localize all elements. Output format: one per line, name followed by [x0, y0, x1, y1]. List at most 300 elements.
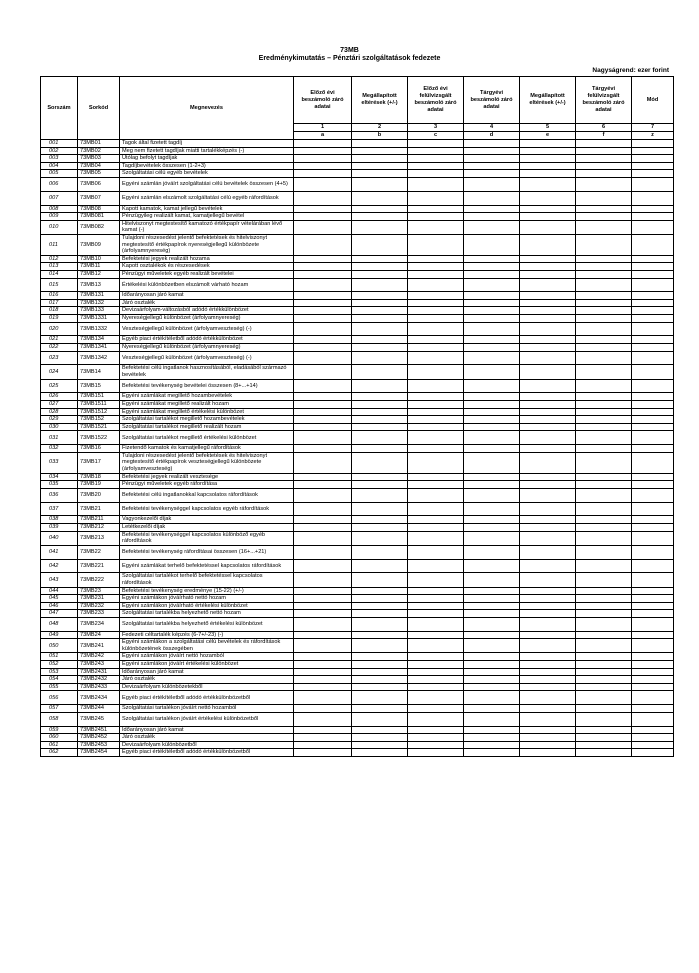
value-cell-5[interactable] [520, 587, 576, 595]
value-cell-4[interactable] [464, 617, 520, 631]
value-cell-6[interactable] [576, 445, 632, 453]
value-cell-7[interactable] [632, 502, 674, 516]
value-cell-3[interactable] [408, 315, 464, 323]
value-cell-5[interactable] [520, 573, 576, 587]
value-cell-1[interactable] [294, 559, 352, 573]
value-cell-4[interactable] [464, 344, 520, 352]
value-cell-6[interactable] [576, 170, 632, 178]
value-cell-2[interactable] [352, 213, 408, 221]
value-cell-3[interactable] [408, 416, 464, 424]
value-cell-4[interactable] [464, 170, 520, 178]
value-cell-3[interactable] [408, 423, 464, 431]
value-cell-4[interactable] [464, 502, 520, 516]
value-cell-2[interactable] [352, 379, 408, 393]
value-cell-1[interactable] [294, 140, 352, 148]
value-cell-1[interactable] [294, 488, 352, 502]
value-cell-7[interactable] [632, 691, 674, 705]
value-cell-2[interactable] [352, 617, 408, 631]
value-cell-5[interactable] [520, 734, 576, 742]
value-cell-6[interactable] [576, 322, 632, 336]
value-cell-2[interactable] [352, 155, 408, 163]
value-cell-1[interactable] [294, 573, 352, 587]
value-cell-6[interactable] [576, 263, 632, 271]
value-cell-6[interactable] [576, 270, 632, 278]
value-cell-7[interactable] [632, 140, 674, 148]
value-cell-3[interactable] [408, 705, 464, 713]
value-cell-3[interactable] [408, 661, 464, 669]
value-cell-3[interactable] [408, 639, 464, 653]
value-cell-4[interactable] [464, 661, 520, 669]
value-cell-4[interactable] [464, 351, 520, 365]
value-cell-1[interactable] [294, 481, 352, 489]
value-cell-1[interactable] [294, 177, 352, 191]
value-cell-3[interactable] [408, 712, 464, 726]
value-cell-4[interactable] [464, 610, 520, 618]
value-cell-7[interactable] [632, 205, 674, 213]
value-cell-3[interactable] [408, 631, 464, 639]
value-cell-7[interactable] [632, 531, 674, 545]
value-cell-5[interactable] [520, 523, 576, 531]
value-cell-2[interactable] [352, 445, 408, 453]
value-cell-2[interactable] [352, 587, 408, 595]
value-cell-2[interactable] [352, 191, 408, 205]
value-cell-4[interactable] [464, 573, 520, 587]
value-cell-2[interactable] [352, 531, 408, 545]
value-cell-3[interactable] [408, 691, 464, 705]
value-cell-7[interactable] [632, 270, 674, 278]
value-cell-7[interactable] [632, 741, 674, 749]
value-cell-6[interactable] [576, 705, 632, 713]
value-cell-5[interactable] [520, 559, 576, 573]
value-cell-4[interactable] [464, 734, 520, 742]
value-cell-1[interactable] [294, 683, 352, 691]
value-cell-1[interactable] [294, 473, 352, 481]
value-cell-7[interactable] [632, 452, 674, 473]
value-cell-1[interactable] [294, 545, 352, 559]
value-cell-1[interactable] [294, 278, 352, 292]
value-cell-6[interactable] [576, 315, 632, 323]
value-cell-3[interactable] [408, 734, 464, 742]
value-cell-1[interactable] [294, 431, 352, 445]
value-cell-7[interactable] [632, 639, 674, 653]
value-cell-4[interactable] [464, 749, 520, 757]
value-cell-2[interactable] [352, 516, 408, 524]
value-cell-4[interactable] [464, 278, 520, 292]
value-cell-5[interactable] [520, 351, 576, 365]
value-cell-4[interactable] [464, 423, 520, 431]
value-cell-4[interactable] [464, 726, 520, 734]
value-cell-1[interactable] [294, 691, 352, 705]
value-cell-1[interactable] [294, 445, 352, 453]
value-cell-4[interactable] [464, 668, 520, 676]
value-cell-7[interactable] [632, 408, 674, 416]
value-cell-2[interactable] [352, 545, 408, 559]
value-cell-5[interactable] [520, 408, 576, 416]
value-cell-4[interactable] [464, 559, 520, 573]
value-cell-1[interactable] [294, 155, 352, 163]
value-cell-1[interactable] [294, 170, 352, 178]
value-cell-3[interactable] [408, 255, 464, 263]
value-cell-7[interactable] [632, 573, 674, 587]
value-cell-1[interactable] [294, 587, 352, 595]
value-cell-6[interactable] [576, 516, 632, 524]
value-cell-7[interactable] [632, 278, 674, 292]
value-cell-3[interactable] [408, 653, 464, 661]
value-cell-4[interactable] [464, 602, 520, 610]
value-cell-7[interactable] [632, 473, 674, 481]
value-cell-5[interactable] [520, 162, 576, 170]
value-cell-2[interactable] [352, 307, 408, 315]
value-cell-1[interactable] [294, 531, 352, 545]
value-cell-3[interactable] [408, 445, 464, 453]
value-cell-4[interactable] [464, 234, 520, 255]
value-cell-2[interactable] [352, 416, 408, 424]
value-cell-3[interactable] [408, 322, 464, 336]
value-cell-6[interactable] [576, 691, 632, 705]
value-cell-7[interactable] [632, 587, 674, 595]
value-cell-6[interactable] [576, 162, 632, 170]
value-cell-7[interactable] [632, 423, 674, 431]
value-cell-6[interactable] [576, 545, 632, 559]
value-cell-6[interactable] [576, 631, 632, 639]
value-cell-3[interactable] [408, 668, 464, 676]
value-cell-6[interactable] [576, 741, 632, 749]
value-cell-7[interactable] [632, 213, 674, 221]
value-cell-6[interactable] [576, 610, 632, 618]
value-cell-5[interactable] [520, 220, 576, 234]
value-cell-7[interactable] [632, 661, 674, 669]
value-cell-2[interactable] [352, 741, 408, 749]
value-cell-5[interactable] [520, 602, 576, 610]
value-cell-7[interactable] [632, 602, 674, 610]
value-cell-7[interactable] [632, 336, 674, 344]
value-cell-1[interactable] [294, 595, 352, 603]
value-cell-6[interactable] [576, 408, 632, 416]
value-cell-6[interactable] [576, 602, 632, 610]
value-cell-3[interactable] [408, 292, 464, 300]
value-cell-7[interactable] [632, 523, 674, 531]
value-cell-6[interactable] [576, 191, 632, 205]
value-cell-3[interactable] [408, 741, 464, 749]
value-cell-7[interactable] [632, 683, 674, 691]
value-cell-4[interactable] [464, 741, 520, 749]
value-cell-4[interactable] [464, 263, 520, 271]
value-cell-5[interactable] [520, 213, 576, 221]
value-cell-1[interactable] [294, 516, 352, 524]
value-cell-1[interactable] [294, 307, 352, 315]
value-cell-5[interactable] [520, 170, 576, 178]
value-cell-7[interactable] [632, 170, 674, 178]
value-cell-5[interactable] [520, 255, 576, 263]
value-cell-4[interactable] [464, 365, 520, 379]
value-cell-6[interactable] [576, 481, 632, 489]
value-cell-4[interactable] [464, 270, 520, 278]
value-cell-1[interactable] [294, 147, 352, 155]
value-cell-4[interactable] [464, 220, 520, 234]
value-cell-6[interactable] [576, 639, 632, 653]
value-cell-3[interactable] [408, 602, 464, 610]
value-cell-1[interactable] [294, 401, 352, 409]
value-cell-4[interactable] [464, 531, 520, 545]
value-cell-2[interactable] [352, 393, 408, 401]
value-cell-6[interactable] [576, 749, 632, 757]
value-cell-2[interactable] [352, 452, 408, 473]
value-cell-7[interactable] [632, 631, 674, 639]
value-cell-2[interactable] [352, 401, 408, 409]
value-cell-5[interactable] [520, 299, 576, 307]
value-cell-1[interactable] [294, 393, 352, 401]
value-cell-6[interactable] [576, 278, 632, 292]
value-cell-2[interactable] [352, 602, 408, 610]
value-cell-7[interactable] [632, 344, 674, 352]
value-cell-1[interactable] [294, 610, 352, 618]
value-cell-6[interactable] [576, 661, 632, 669]
value-cell-7[interactable] [632, 705, 674, 713]
value-cell-3[interactable] [408, 220, 464, 234]
value-cell-4[interactable] [464, 452, 520, 473]
value-cell-7[interactable] [632, 610, 674, 618]
value-cell-5[interactable] [520, 452, 576, 473]
value-cell-3[interactable] [408, 502, 464, 516]
value-cell-5[interactable] [520, 155, 576, 163]
value-cell-7[interactable] [632, 365, 674, 379]
value-cell-2[interactable] [352, 292, 408, 300]
value-cell-6[interactable] [576, 668, 632, 676]
value-cell-4[interactable] [464, 631, 520, 639]
value-cell-4[interactable] [464, 336, 520, 344]
value-cell-2[interactable] [352, 712, 408, 726]
value-cell-7[interactable] [632, 726, 674, 734]
value-cell-5[interactable] [520, 683, 576, 691]
value-cell-1[interactable] [294, 408, 352, 416]
value-cell-5[interactable] [520, 292, 576, 300]
value-cell-6[interactable] [576, 336, 632, 344]
value-cell-2[interactable] [352, 365, 408, 379]
value-cell-1[interactable] [294, 270, 352, 278]
value-cell-6[interactable] [576, 255, 632, 263]
value-cell-2[interactable] [352, 431, 408, 445]
value-cell-2[interactable] [352, 705, 408, 713]
value-cell-7[interactable] [632, 516, 674, 524]
value-cell-4[interactable] [464, 639, 520, 653]
value-cell-4[interactable] [464, 401, 520, 409]
value-cell-7[interactable] [632, 162, 674, 170]
value-cell-4[interactable] [464, 473, 520, 481]
value-cell-7[interactable] [632, 749, 674, 757]
value-cell-5[interactable] [520, 631, 576, 639]
value-cell-3[interactable] [408, 676, 464, 684]
value-cell-2[interactable] [352, 573, 408, 587]
value-cell-1[interactable] [294, 191, 352, 205]
value-cell-6[interactable] [576, 523, 632, 531]
value-cell-5[interactable] [520, 431, 576, 445]
value-cell-5[interactable] [520, 445, 576, 453]
value-cell-1[interactable] [294, 734, 352, 742]
value-cell-1[interactable] [294, 322, 352, 336]
value-cell-3[interactable] [408, 452, 464, 473]
value-cell-7[interactable] [632, 315, 674, 323]
value-cell-4[interactable] [464, 393, 520, 401]
value-cell-3[interactable] [408, 379, 464, 393]
value-cell-3[interactable] [408, 749, 464, 757]
value-cell-2[interactable] [352, 653, 408, 661]
value-cell-3[interactable] [408, 408, 464, 416]
value-cell-1[interactable] [294, 749, 352, 757]
value-cell-1[interactable] [294, 416, 352, 424]
value-cell-3[interactable] [408, 595, 464, 603]
value-cell-6[interactable] [576, 587, 632, 595]
value-cell-5[interactable] [520, 401, 576, 409]
value-cell-3[interactable] [408, 191, 464, 205]
value-cell-3[interactable] [408, 683, 464, 691]
value-cell-1[interactable] [294, 234, 352, 255]
value-cell-5[interactable] [520, 488, 576, 502]
value-cell-2[interactable] [352, 255, 408, 263]
value-cell-3[interactable] [408, 147, 464, 155]
value-cell-4[interactable] [464, 523, 520, 531]
value-cell-2[interactable] [352, 683, 408, 691]
value-cell-2[interactable] [352, 147, 408, 155]
value-cell-1[interactable] [294, 423, 352, 431]
value-cell-7[interactable] [632, 322, 674, 336]
value-cell-6[interactable] [576, 155, 632, 163]
value-cell-2[interactable] [352, 523, 408, 531]
value-cell-7[interactable] [632, 220, 674, 234]
value-cell-6[interactable] [576, 213, 632, 221]
value-cell-3[interactable] [408, 344, 464, 352]
value-cell-7[interactable] [632, 401, 674, 409]
value-cell-3[interactable] [408, 205, 464, 213]
value-cell-6[interactable] [576, 473, 632, 481]
value-cell-2[interactable] [352, 668, 408, 676]
value-cell-1[interactable] [294, 502, 352, 516]
value-cell-3[interactable] [408, 155, 464, 163]
value-cell-2[interactable] [352, 502, 408, 516]
value-cell-1[interactable] [294, 263, 352, 271]
value-cell-3[interactable] [408, 516, 464, 524]
value-cell-1[interactable] [294, 162, 352, 170]
value-cell-2[interactable] [352, 322, 408, 336]
value-cell-7[interactable] [632, 299, 674, 307]
value-cell-4[interactable] [464, 162, 520, 170]
value-cell-4[interactable] [464, 177, 520, 191]
value-cell-3[interactable] [408, 336, 464, 344]
value-cell-7[interactable] [632, 255, 674, 263]
value-cell-5[interactable] [520, 502, 576, 516]
value-cell-2[interactable] [352, 351, 408, 365]
value-cell-7[interactable] [632, 177, 674, 191]
value-cell-3[interactable] [408, 140, 464, 148]
value-cell-6[interactable] [576, 531, 632, 545]
value-cell-2[interactable] [352, 220, 408, 234]
value-cell-7[interactable] [632, 545, 674, 559]
value-cell-4[interactable] [464, 595, 520, 603]
value-cell-3[interactable] [408, 307, 464, 315]
value-cell-6[interactable] [576, 234, 632, 255]
value-cell-5[interactable] [520, 653, 576, 661]
value-cell-5[interactable] [520, 140, 576, 148]
value-cell-5[interactable] [520, 610, 576, 618]
value-cell-4[interactable] [464, 315, 520, 323]
value-cell-6[interactable] [576, 452, 632, 473]
value-cell-4[interactable] [464, 445, 520, 453]
value-cell-6[interactable] [576, 147, 632, 155]
value-cell-2[interactable] [352, 676, 408, 684]
value-cell-6[interactable] [576, 595, 632, 603]
value-cell-5[interactable] [520, 270, 576, 278]
value-cell-5[interactable] [520, 365, 576, 379]
value-cell-7[interactable] [632, 734, 674, 742]
value-cell-4[interactable] [464, 416, 520, 424]
value-cell-6[interactable] [576, 712, 632, 726]
value-cell-2[interactable] [352, 473, 408, 481]
value-cell-3[interactable] [408, 278, 464, 292]
value-cell-3[interactable] [408, 162, 464, 170]
value-cell-1[interactable] [294, 292, 352, 300]
value-cell-1[interactable] [294, 661, 352, 669]
value-cell-7[interactable] [632, 668, 674, 676]
value-cell-1[interactable] [294, 653, 352, 661]
value-cell-5[interactable] [520, 191, 576, 205]
value-cell-5[interactable] [520, 416, 576, 424]
value-cell-2[interactable] [352, 488, 408, 502]
value-cell-2[interactable] [352, 631, 408, 639]
value-cell-5[interactable] [520, 516, 576, 524]
value-cell-5[interactable] [520, 205, 576, 213]
value-cell-1[interactable] [294, 336, 352, 344]
value-cell-4[interactable] [464, 292, 520, 300]
value-cell-3[interactable] [408, 213, 464, 221]
value-cell-7[interactable] [632, 307, 674, 315]
value-cell-7[interactable] [632, 595, 674, 603]
value-cell-4[interactable] [464, 307, 520, 315]
value-cell-4[interactable] [464, 431, 520, 445]
value-cell-2[interactable] [352, 162, 408, 170]
value-cell-5[interactable] [520, 278, 576, 292]
value-cell-4[interactable] [464, 191, 520, 205]
value-cell-7[interactable] [632, 431, 674, 445]
value-cell-4[interactable] [464, 488, 520, 502]
value-cell-5[interactable] [520, 617, 576, 631]
value-cell-5[interactable] [520, 712, 576, 726]
value-cell-3[interactable] [408, 263, 464, 271]
value-cell-4[interactable] [464, 140, 520, 148]
value-cell-6[interactable] [576, 344, 632, 352]
value-cell-4[interactable] [464, 213, 520, 221]
value-cell-6[interactable] [576, 617, 632, 631]
value-cell-2[interactable] [352, 177, 408, 191]
value-cell-6[interactable] [576, 205, 632, 213]
value-cell-6[interactable] [576, 401, 632, 409]
value-cell-7[interactable] [632, 617, 674, 631]
value-cell-5[interactable] [520, 639, 576, 653]
value-cell-6[interactable] [576, 416, 632, 424]
value-cell-2[interactable] [352, 336, 408, 344]
value-cell-1[interactable] [294, 639, 352, 653]
value-cell-2[interactable] [352, 595, 408, 603]
value-cell-2[interactable] [352, 726, 408, 734]
value-cell-3[interactable] [408, 488, 464, 502]
value-cell-5[interactable] [520, 749, 576, 757]
value-cell-6[interactable] [576, 220, 632, 234]
value-cell-4[interactable] [464, 587, 520, 595]
value-cell-4[interactable] [464, 481, 520, 489]
value-cell-4[interactable] [464, 205, 520, 213]
value-cell-7[interactable] [632, 191, 674, 205]
value-cell-4[interactable] [464, 516, 520, 524]
value-cell-1[interactable] [294, 631, 352, 639]
value-cell-5[interactable] [520, 177, 576, 191]
